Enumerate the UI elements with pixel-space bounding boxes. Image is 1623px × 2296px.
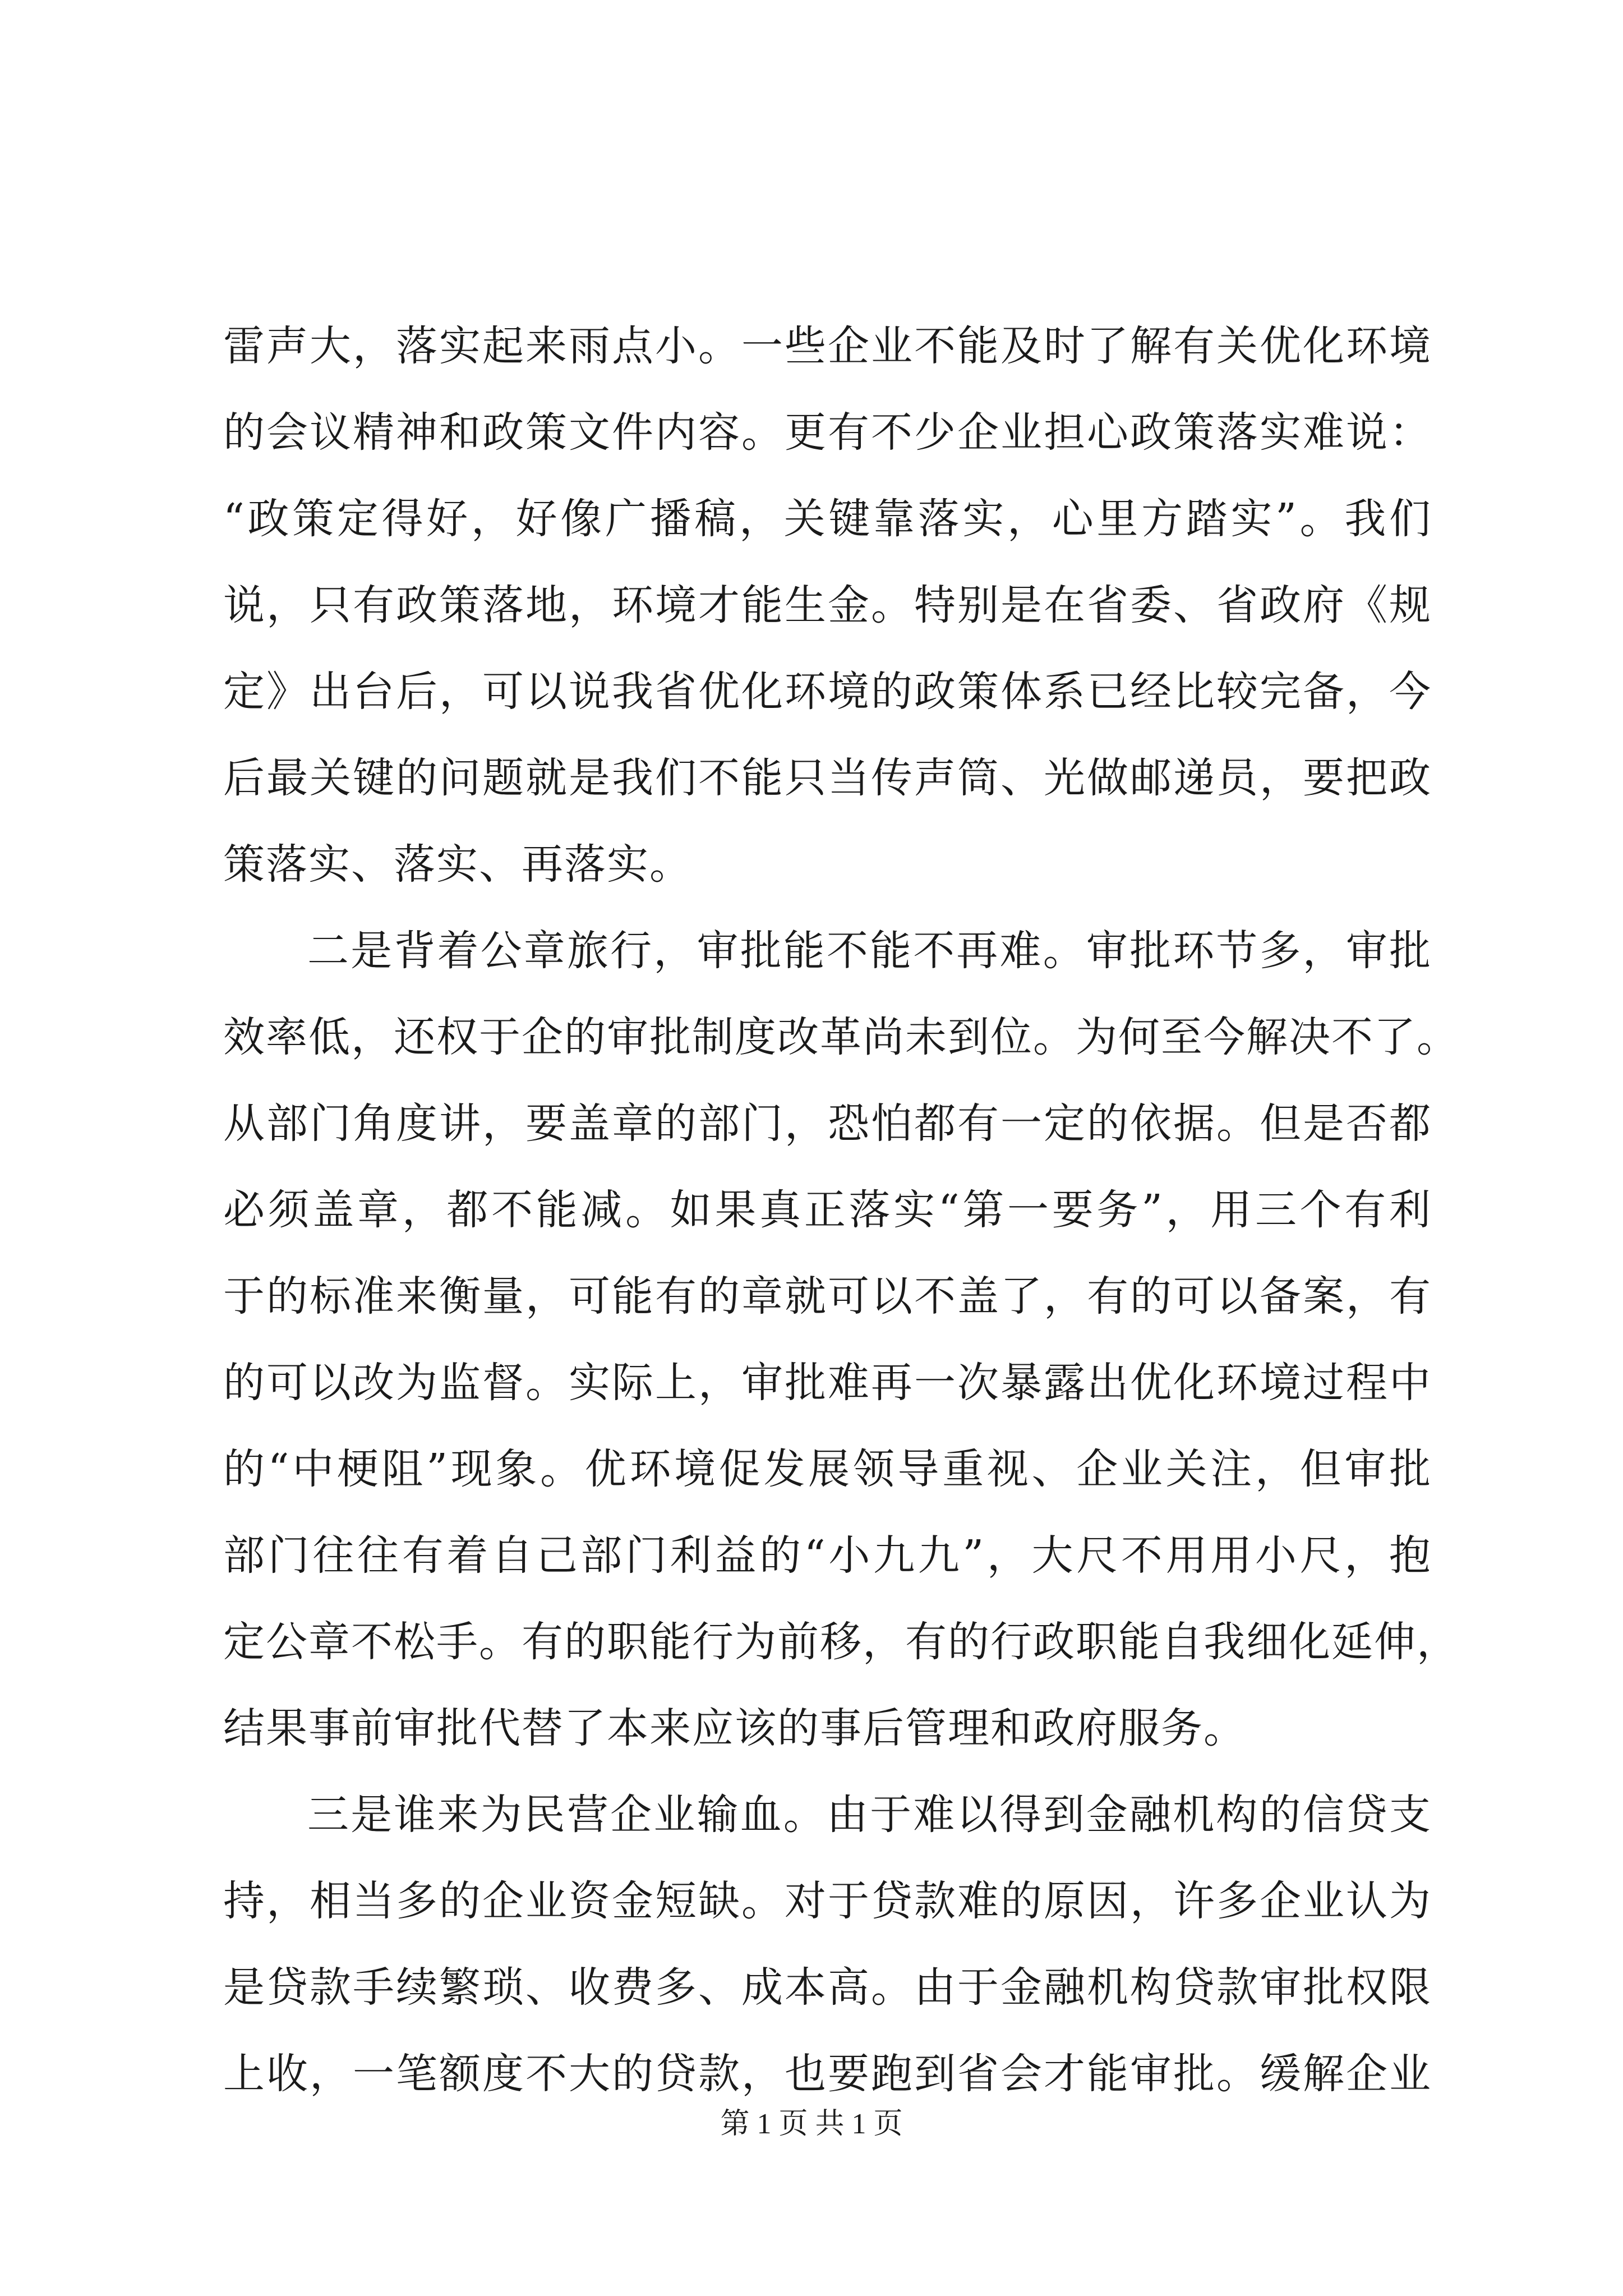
paragraph-line: 定公章不松手。有的职能行为前移，有的行政职能自我细化延伸，: [223, 1618, 1459, 1666]
paragraph-line: “政策定得好，好像广播稿，关键靠落实，心里方踏实”。我们: [223, 495, 1432, 543]
paragraph-line: 策落实、落实、再落实。: [223, 840, 692, 889]
paragraph-line: 的可以改为监督。实际上，审批难再一次暴露出优化环境过程中: [223, 1359, 1432, 1407]
paragraph-line: 是贷款手续繁琐、收费多、成本高。由于金融机构贷款审批权限: [223, 1963, 1432, 2012]
paragraph-line: 部门往往有着自己部门利益的“小九九”，大尺不用用小尺，抱: [223, 1531, 1432, 1580]
paragraph-line: 上收，一笔额度不大的贷款，也要跑到省会才能审批。缓解企业: [223, 2050, 1432, 2098]
paragraph-2: [223, 908, 1459, 1772]
paragraph-line: 结果事前审批代替了本来应该的事后管理和政府服务。: [223, 1704, 1246, 1752]
paragraph-3: [223, 1772, 1432, 2117]
paragraph-line: 定》出台后，可以说我省优化环境的政策体系已经比较完备，今: [223, 668, 1432, 716]
paragraph-line: 雷声大，落实起来雨点小。一些企业不能及时了解有关优化环境: [223, 322, 1432, 370]
paragraph-line: 后最关键的问题就是我们不能只当传声筒、光做邮递员，要把政: [223, 754, 1432, 802]
paragraph-line: 必须盖章，都不能减。如果真正落实“第一要务”，用三个有利: [223, 1186, 1432, 1234]
paragraph-line: 效率低，还权于企的审批制度改革尚未到位。为何至今解决不了。: [223, 1013, 1459, 1061]
paragraph-line: 的“中梗阻”现象。优环境促发展领导重视、企业关注，但审批: [223, 1445, 1432, 1493]
paragraph-line: 三是谁来为民营企业输血。由于难以得到金融机构的信贷支: [307, 1791, 1432, 1839]
page-number-footer: 第 1 页 共 1 页: [720, 2108, 903, 2140]
paragraph-line: 说，只有政策落地，环境才能生金。特别是在省委、省政府《规: [223, 581, 1432, 629]
paragraph-line: 从部门角度讲，要盖章的部门，恐怕都有一定的依据。但是否都: [223, 1099, 1432, 1148]
paragraph-1: [223, 303, 1432, 908]
document-body: [223, 303, 1459, 2117]
paragraph-line: 于的标准来衡量，可能有的章就可以不盖了，有的可以备案，有: [223, 1272, 1432, 1320]
paragraph-line: 持，相当多的企业资金短缺。对于贷款难的原因，许多企业认为: [223, 1877, 1432, 1925]
paragraph-line: 二是背着公章旅行，审批能不能不再难。审批环节多，审批: [307, 927, 1432, 975]
paragraph-line: 的会议精神和政策文件内容。更有不少企业担心政策落实难说：: [223, 408, 1432, 457]
